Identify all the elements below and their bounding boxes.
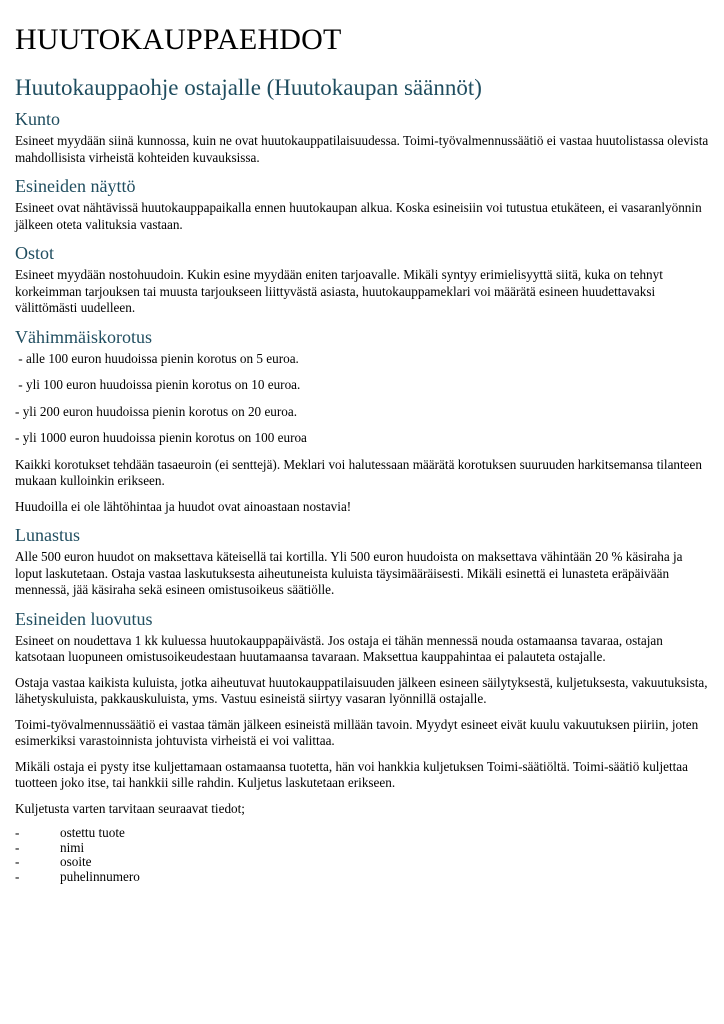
increment-rule: - alle 100 euron huudoissa pienin korotus on 5 euroa. [15,350,299,366]
list-item [15,841,709,856]
list-item-label: ostettu tuote [60,825,125,840]
section-korotus [15,326,709,516]
section-heading-naytto: Esineiden näyttö [15,176,136,196]
list-item [15,870,709,885]
list-dash: - [15,839,20,855]
document-title: HUUTOKAUPPAEHDOT [15,23,342,56]
section-heading-kunto: Kunto [15,109,60,129]
paragraph: Esineet on noudettava 1 kk kuluessa huutokauppapäivästä. Jos ostaja ei tähän mennessä nouda ostamaansa tavaraa, ostajan katsotaan luopuneen omistusoikeudestaan huutamaansa tavaraan. Maksettua kauppahintaa ei palauteta ostajalle. [15,632,663,664]
paragraph: Alle 500 euron huudot on maksettava käteisellä tai kortilla. Yli 500 euron huudoista on maksettava vähintään 20 % käsiraha ja loput laskutetaan. Ostaja vastaa laskutuksesta aiheutuneista kuluista täysimääräisesti. Mikäli esinettä ei lunasteta eräpäivään mennessä, jää käsiraha sekä esineen omistusoikeus säätiölle. [15,549,683,597]
paragraph: Esineet ovat nähtävissä huutokauppapaikalla ennen huutokaupan alkua. Koska esineisiin voi tutustua etukäteen, ei vasaranlyönnin jälkeen oteta valituksia vastaan. [15,200,702,232]
section-heading-korotus: Vähimmäiskorotus [15,326,152,347]
paragraph: Ostaja vastaa kaikista kuluista, jotka aiheutuvat huutokauppatilaisuuden jälkeen esineen säilytyksestä, kuljetuksesta, vakuutuksista, lähetyskuluista, pakkauskuluista, yms. Vastuu esineistä siirtyy vasaran lyönnillä ostajalle. [15,674,708,706]
paragraph: Mikäli ostaja ei pysty itse kuljettamaan ostamaansa tuotetta, hän voi hankkia kuljetuksen Toimi-säätiöltä. Toimi-säätiö kuljettaa tuotteen joko itse, tai hankkii sille rahdin. Kuljetus laskutetaan erikseen. [15,758,688,790]
shipping-info-list [15,826,709,884]
paragraph: Esineet myydään siinä kunnossa, kuin ne ovat huutokauppatilaisuudessa. Toimi-työvalmennussäätiö ei vastaa huutolistassa olevista mahdollisista virheistä kohteiden kuvauksissa. [15,133,709,165]
document-subtitle: Huutokauppaohje ostajalle (Huutokaupan säännöt) [15,75,482,100]
section-heading-luovutus: Esineiden luovutus [15,608,153,629]
increment-rule: - yli 1000 euron huudoissa pienin korotus on 100 euroa [15,430,307,445]
document-page [15,22,709,884]
paragraph: Esineet myydään nostohuudoin. Kukin esine myydään eniten tarjoavalle. Mikäli syntyy erimielisyyttä siitä, kuka on tehnyt korkeimman tarjouksen tai muusta tarjoukseen liittyvästä asiasta, huutokauppameklari voi määrätä esineen huudettavaksi välittömästi uudelleen. [15,267,663,315]
list-item [15,855,709,870]
section-lunastus [15,524,709,599]
paragraph: Toimi-työvalmennussäätiö ei vastaa tämän jälkeen esineistä millään tavoin. Myydyt esineet eivät kuulu vakuutuksen piiriin, joten esimerkiksi varastoinnista johtuvista virheistä ei voi valittaa. [15,716,699,748]
paragraph: Huudoilla ei ole lähtöhintaa ja huudot ovat ainoastaan nostavia! [15,498,352,514]
list-item [15,826,709,841]
paragraph: Kaikki korotukset tehdään tasaeuroin (ei senttejä). Meklari voi halutessaan määrätä korotuksen suuruuden harkitsemansa tilanteen mukaan kulloinkin erikseen. [15,456,702,488]
section-luovutus [15,608,709,885]
section-heading-lunastus: Lunastus [15,525,80,545]
section-naytto [15,175,709,233]
section-kunto [15,108,709,166]
increment-rule: - yli 200 euron huudoissa pienin korotus on 20 euroa. [15,403,298,419]
list-dash: - [15,825,20,840]
list-dash: - [15,854,20,869]
list-dash: - [15,868,20,884]
section-ostot [15,242,709,317]
paragraph: Kuljetusta varten tarvitaan seuraavat tiedot; [15,800,245,816]
list-item-label: osoite [60,854,92,869]
list-item-label: puhelinnumero [60,868,140,884]
increment-rule: - yli 100 euron huudoissa pienin korotus on 10 euroa. [15,377,301,392]
list-item-label: nimi [60,839,85,855]
section-heading-ostot: Ostot [15,243,55,263]
